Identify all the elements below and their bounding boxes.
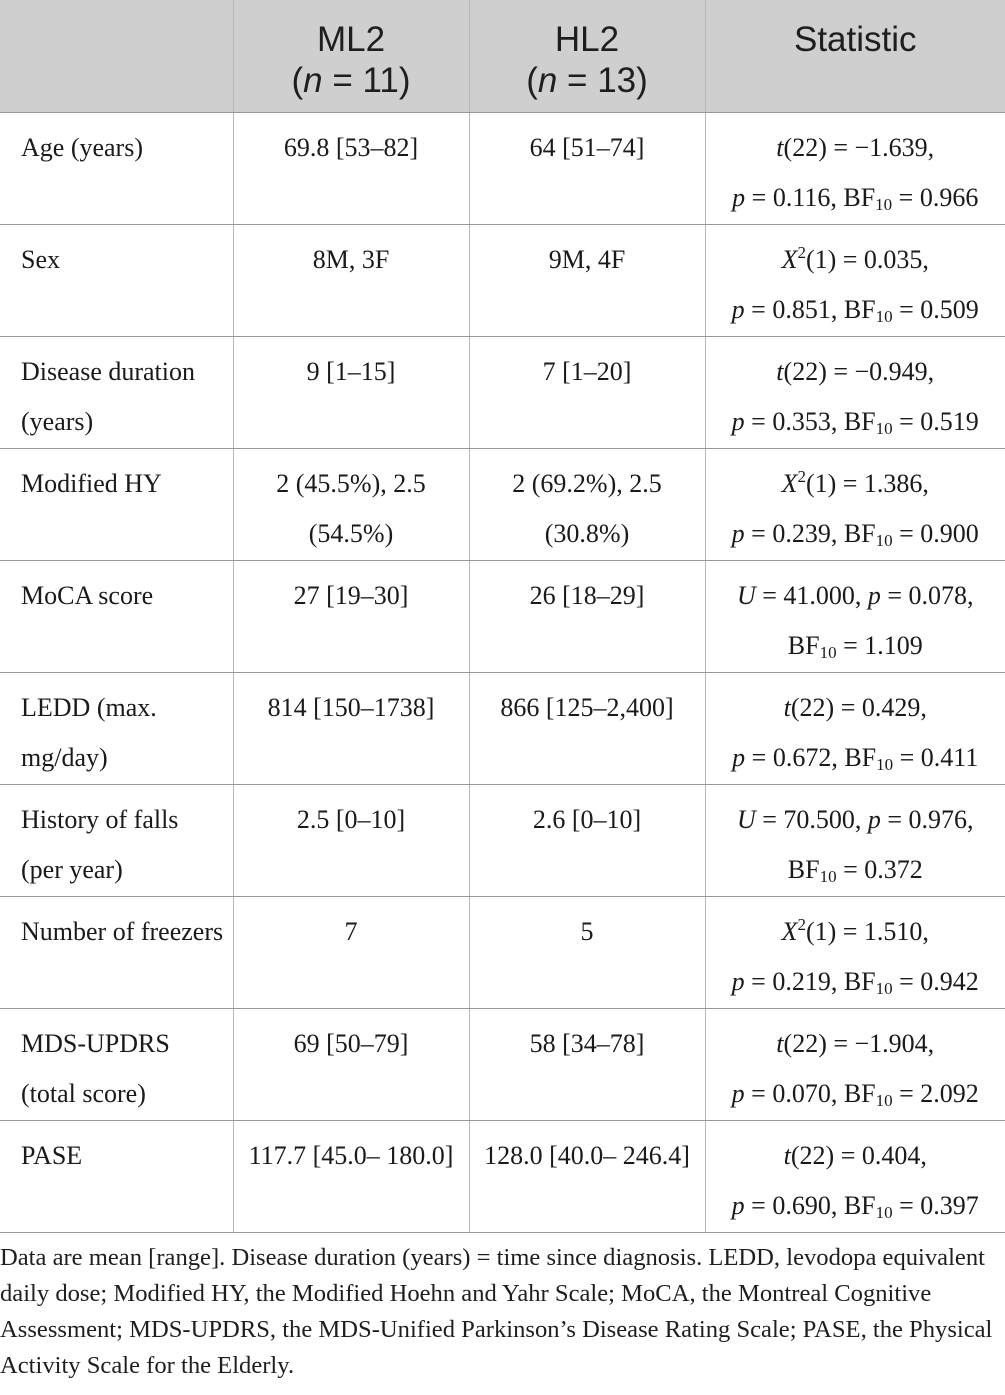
- header-ml2-name: ML2: [316, 20, 386, 59]
- statistic-value: $X^2(1) = 0.035$, p = 0.851, $BF_{10} = 0.509$: [705, 225, 1005, 337]
- ml2-value: 7: [233, 897, 469, 1009]
- table-body: [0, 113, 1005, 1233]
- statistic-value: t(22) = 0.404, p = 0.690, $BF_{10} = 0.397$: [705, 1121, 1005, 1233]
- row-label: Disease duration (years): [0, 337, 233, 449]
- ml2-value: 8M, 3F: [233, 225, 469, 337]
- table-row: [0, 1009, 1005, 1121]
- hl2-value: 7 [1–20]: [469, 337, 705, 449]
- hl2-value: 5: [469, 897, 705, 1009]
- hl2-value: 9M, 4F: [469, 225, 705, 337]
- table-row: [0, 449, 1005, 561]
- row-label: Modified HY: [0, 449, 233, 561]
- row-label: MDS-UPDRS (total score): [0, 1009, 233, 1121]
- ml2-value: 9 [1–15]: [233, 337, 469, 449]
- table-row: [0, 561, 1005, 673]
- statistic-value: U = 41.000, p = 0.078, $BF_{10} = 1.109$: [705, 561, 1005, 673]
- hl2-value: 64 [51–74]: [469, 113, 705, 225]
- ml2-value: 2.5 [0–10]: [233, 785, 469, 897]
- hl2-value: 2.6 [0–10]: [469, 785, 705, 897]
- hl2-value: 2 (69.2%), 2.5 (30.8%): [469, 449, 705, 561]
- header-empty-cell: [0, 0, 233, 113]
- ml2-value: 69 [50–79]: [233, 1009, 469, 1121]
- table-row: [0, 673, 1005, 785]
- ml2-value: 2 (45.5%), 2.5 (54.5%): [233, 449, 469, 561]
- statistic-value: t(22) = −1.904, p = 0.070, $BF_{10} = 2.092$: [705, 1009, 1005, 1121]
- ml2-value: 27 [19–30]: [233, 561, 469, 673]
- table-row: [0, 337, 1005, 449]
- ml2-value: 117.7 [45.0– 180.0]: [233, 1121, 469, 1233]
- statistic-value: t(22) = 0.429, p = 0.672, $BF_{10} = 0.411$: [705, 673, 1005, 785]
- row-label: History of falls (per year): [0, 785, 233, 897]
- hl2-value: 58 [34–78]: [469, 1009, 705, 1121]
- hl2-value: 26 [18–29]: [469, 561, 705, 673]
- ml2-value: 814 [150–1738]: [233, 673, 469, 785]
- table-row: [0, 1121, 1005, 1233]
- ml2-value: 69.8 [53–82]: [233, 113, 469, 225]
- header-statistic: Statistic: [705, 0, 1005, 113]
- hl2-value: 128.0 [40.0– 246.4]: [469, 1121, 705, 1233]
- header-hl2: HL2 (n = 13): [469, 0, 705, 113]
- table-row: [0, 113, 1005, 225]
- table-row: [0, 897, 1005, 1009]
- row-label: Age (years): [0, 113, 233, 225]
- table-row: [0, 225, 1005, 337]
- statistic-value: $X^2(1) = 1.386$, p = 0.239, $BF_{10} = 0.900$: [705, 449, 1005, 561]
- header-hl2-name: HL2: [554, 20, 620, 59]
- hl2-value: 866 [125–2,400]: [469, 673, 705, 785]
- statistic-value: $X^2(1) = 1.510$, p = 0.219, $BF_{10} = 0.942$: [705, 897, 1005, 1009]
- header-row: [0, 0, 1005, 113]
- row-label: PASE: [0, 1121, 233, 1233]
- table-footnote: Data are mean [range]. Disease duration (years) = time since diagnosis. LEDD, levodopa equivalent daily dose; Modified HY, the Modified Hoehn and Yahr Scale; MoCA, the Montreal Cognitive Assessment; MDS-UPDRS, the MDS-Unified Parkinson’s Disease Rating Scale; PASE, the Physical Activity Scale for the Elderly.: [0, 1244, 993, 1379]
- row-label: MoCA score: [0, 561, 233, 673]
- row-label: LEDD (max. mg/day): [0, 673, 233, 785]
- statistic-value: U = 70.500, p = 0.976, $BF_{10} = 0.372$: [705, 785, 1005, 897]
- table-row: [0, 785, 1005, 897]
- row-label: Sex: [0, 225, 233, 337]
- row-label: Number of freezers: [0, 897, 233, 1009]
- statistic-value: t(22) = −1.639, p = 0.116, $BF_{10} = 0.966$: [705, 113, 1005, 225]
- header-ml2: ML2 (n = 11): [233, 0, 469, 113]
- statistic-value: t(22) = −0.949, p = 0.353, $BF_{10} = 0.519$: [705, 337, 1005, 449]
